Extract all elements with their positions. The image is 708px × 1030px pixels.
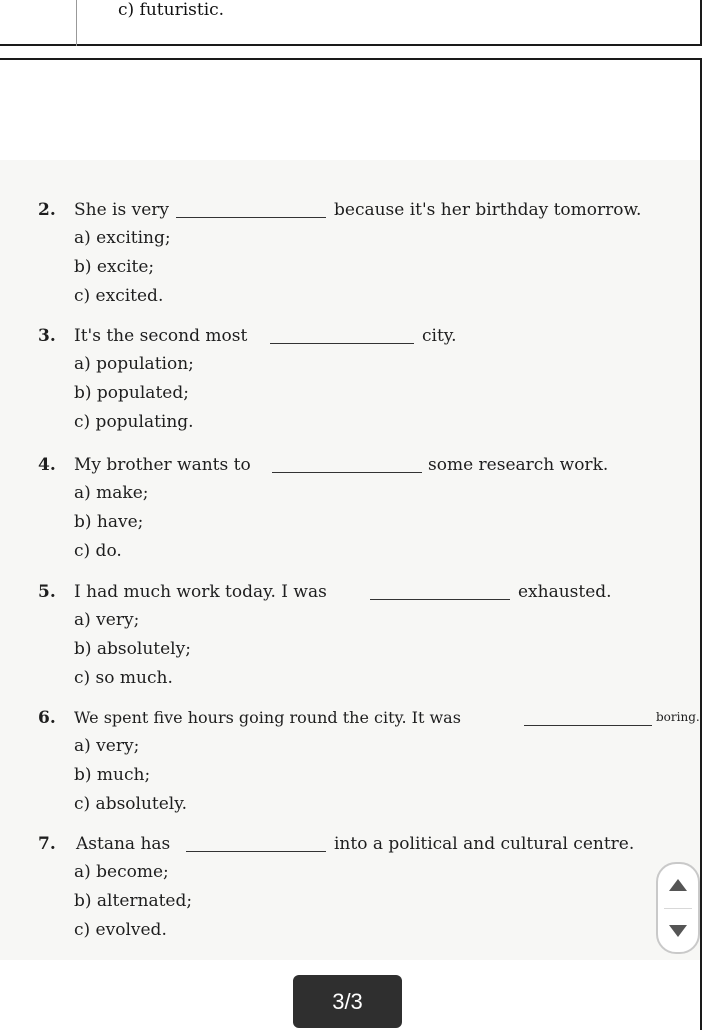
question-text-after: some research work. <box>428 455 609 475</box>
question-text-before: I had much work today. I was <box>74 582 327 602</box>
scroll-divider <box>664 908 692 909</box>
question-number: 3. <box>38 326 56 346</box>
question-7 <box>38 834 635 945</box>
question-number: 4. <box>38 455 56 475</box>
previous-page-text: c) futuristic. <box>118 0 225 20</box>
answer-blank <box>272 471 422 473</box>
question-text-before: It's the second most <box>74 326 248 346</box>
answer-blank <box>186 850 326 852</box>
option-a: a) population; <box>74 354 194 374</box>
option-c: c) evolved. <box>74 920 167 940</box>
option-a: a) very; <box>74 610 140 630</box>
option-b: b) excite; <box>74 257 155 277</box>
question-stem <box>38 582 612 606</box>
answer-blank <box>270 342 414 344</box>
question-stem <box>38 708 700 732</box>
question-text-after: into a political and cultural centre. <box>334 834 635 854</box>
question-4 <box>38 455 609 566</box>
option-c: c) do. <box>74 541 122 561</box>
question-2 <box>38 200 642 311</box>
option-b: b) absolutely; <box>74 639 191 659</box>
question-stem <box>38 834 635 858</box>
scroll-down-button[interactable] <box>663 916 693 946</box>
option-b: b) much; <box>74 765 151 785</box>
question-text-after: city. <box>422 326 457 346</box>
question-text-after: exhausted. <box>518 582 612 602</box>
question-text-before: My brother wants to <box>74 455 251 475</box>
option-b: b) alternated; <box>74 891 193 911</box>
option-c: c) excited. <box>74 286 164 306</box>
scroll-control <box>656 862 700 954</box>
option-a: a) exciting; <box>74 228 171 248</box>
triangle-up-icon <box>669 879 687 891</box>
question-text-before: We spent five hours going round the city. It was <box>74 708 461 727</box>
question-stem <box>38 200 642 224</box>
page-indicator: 3/3 <box>293 975 402 1028</box>
option-c: c) populating. <box>74 412 194 432</box>
answer-blank <box>370 598 510 600</box>
question-text-before: Astana has <box>76 834 171 854</box>
question-number: 6. <box>38 708 56 728</box>
triangle-down-icon <box>669 925 687 937</box>
question-5 <box>38 582 612 693</box>
question-3 <box>38 326 457 437</box>
option-a: a) very; <box>74 736 140 756</box>
option-c: c) absolutely. <box>74 794 187 814</box>
question-number: 5. <box>38 582 56 602</box>
question-stem <box>38 326 457 350</box>
scroll-up-button[interactable] <box>663 870 693 900</box>
question-text-before: She is very <box>74 200 170 220</box>
question-stem <box>38 455 609 479</box>
option-a: a) become; <box>74 862 169 882</box>
question-number: 7. <box>38 834 56 854</box>
question-number: 2. <box>38 200 56 220</box>
page-margin-line <box>76 0 77 46</box>
answer-blank <box>524 724 652 726</box>
question-6 <box>38 708 700 819</box>
option-c: c) so much. <box>74 668 173 688</box>
question-text-after: boring. <box>656 710 700 724</box>
option-b: b) have; <box>74 512 144 532</box>
option-a: a) make; <box>74 483 149 503</box>
previous-page-fragment <box>0 0 702 46</box>
question-text-after: because it's her birthday tomorrow. <box>334 200 642 220</box>
answer-blank <box>176 216 326 218</box>
option-b: b) populated; <box>74 383 189 403</box>
